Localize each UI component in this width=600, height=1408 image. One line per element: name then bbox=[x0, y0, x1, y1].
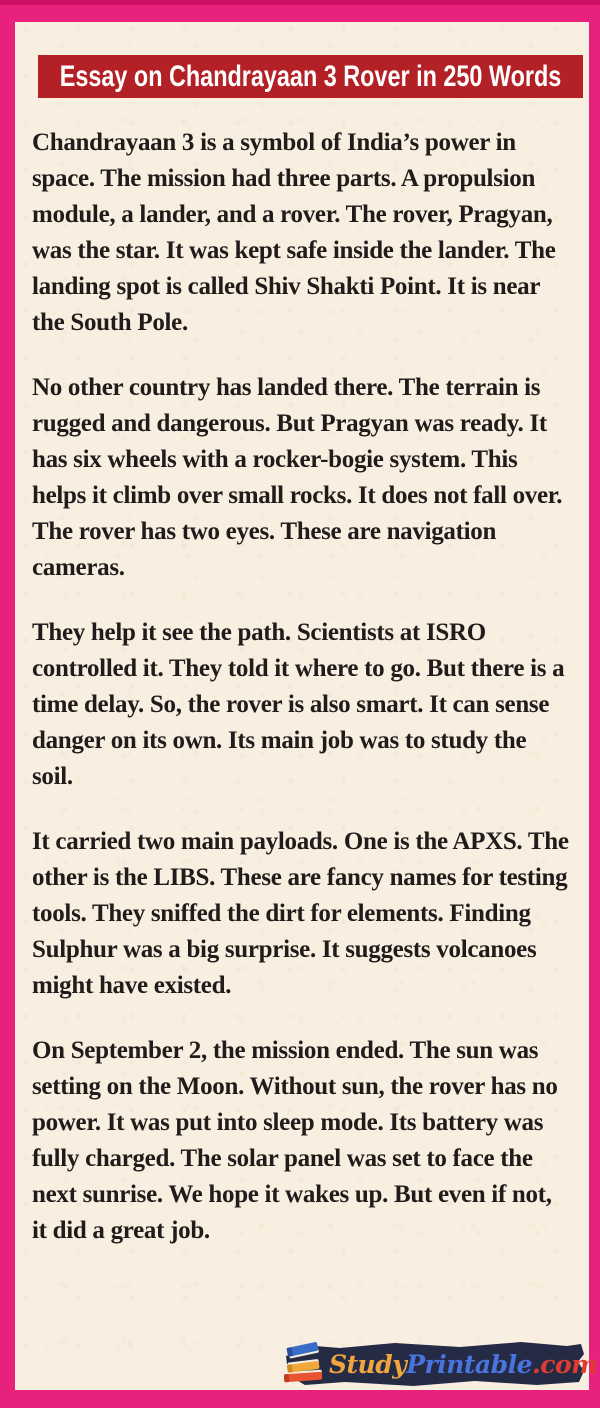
essay-title-banner bbox=[38, 55, 583, 98]
brand-name bbox=[329, 1350, 597, 1379]
essay-paragraph-2: No other country has landed there. The terrain is rugged and dangerous. But Pragyan was ready. It has six wheels with a rocker-bogie system. This helps it climb over small rocks. It does not fall over. The rover has two eyes. These are navigation cameras. bbox=[32, 374, 563, 581]
essay-paragraph-3: They help it see the path. Scientists at ISRO controlled it. They told it where to go. But there is a time delay. So, the rover is also smart. It can sense danger on its own. Its main job was to study the soil. bbox=[32, 619, 565, 790]
site-watermark bbox=[285, 1338, 598, 1390]
brand-printable-text: Printable bbox=[406, 1349, 533, 1379]
page-title: Essay on Chandrayaan 3 Rover in 250 Words bbox=[59, 59, 562, 93]
essay-paragraph-5: On September 2, the mission ended. The sun was setting on the Moon. Without sun, the rover has no power. It was put into sleep mode. Its battery was fully charged. The solar panel was set to face the next sunrise. We hope it wakes up. But even if not, it did a great job. bbox=[32, 1037, 558, 1244]
brand-study-text: Study bbox=[328, 1349, 407, 1379]
brand-domain-text: .com bbox=[532, 1349, 598, 1379]
essay-paragraph-4: It carried two main payloads. One is the APXS. The other is the LIBS. These are fancy names for testing tools. They sniffed the dirt for elements. Finding Sulphur was a big surprise. It suggests volcanoes might have existed. bbox=[32, 828, 569, 999]
essay-paragraph-1: Chandrayaan 3 is a symbol of India’s power in space. The mission had three parts. A propulsion module, a lander, and a rover. The rover, Pragyan, was the star. It was kept safe inside the lander. The landing spot is called Shiv Shakti Point. It is near the South Pole. bbox=[32, 129, 556, 336]
stacked-books-icon bbox=[281, 1342, 325, 1384]
essay-page bbox=[15, 22, 598, 1390]
essay-body bbox=[32, 125, 572, 1278]
